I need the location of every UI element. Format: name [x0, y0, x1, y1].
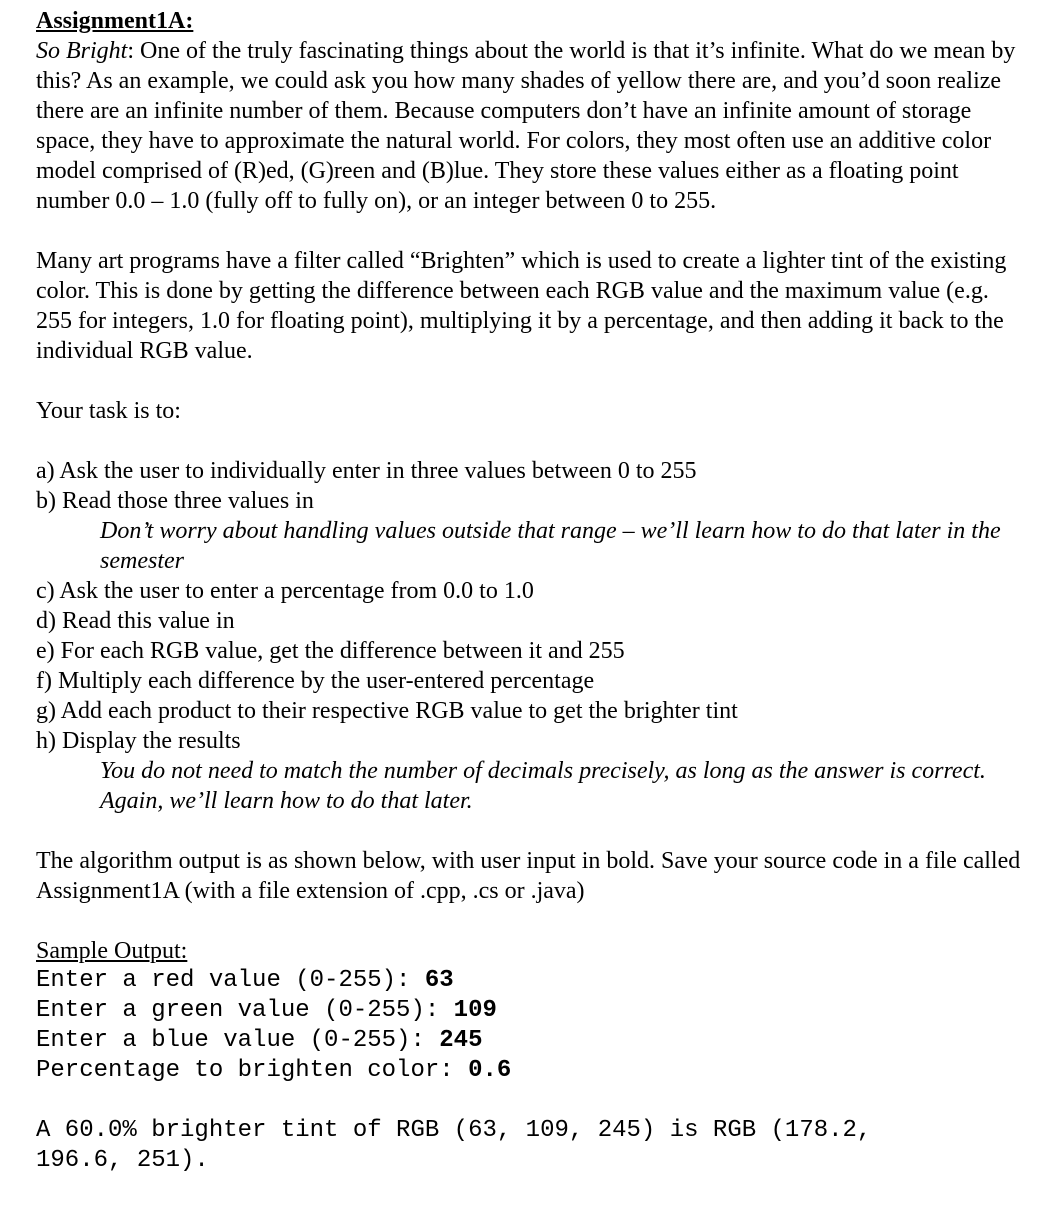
spacer: [36, 426, 1026, 456]
step-d: d) Read this value in: [36, 608, 235, 634]
user-input: 63: [424, 967, 454, 994]
assignment-document: [36, 6, 1026, 1176]
spacer: [36, 1086, 1026, 1116]
assignment-title: Assignment1A:: [36, 8, 194, 34]
sample-line-percentage: [36, 1056, 1026, 1086]
step-h: h) Display the results: [36, 728, 241, 754]
output-paragraph: The algorithm output is as shown below, with user input in bold. Save your source code in a file called Assignment1A (with a file extension of .cpp, .cs or .java): [36, 848, 1021, 904]
spacer: [36, 816, 1026, 846]
prompt-text: Percentage to brighten color:: [36, 1057, 469, 1084]
prompt-text: Enter a red value (0-255):: [36, 967, 425, 994]
prompt-text: Enter a green value (0-255):: [36, 997, 454, 1024]
task-steps: [36, 456, 1026, 816]
step-h-note: You do not need to match the number of decimals precisely, as long as the answer is correct. Again, we’ll learn how to do that later.: [100, 758, 986, 814]
user-input: 0.6: [468, 1057, 512, 1084]
sample-line-red: [36, 966, 1026, 996]
sample-output-block: [36, 966, 1026, 1176]
spacer: [36, 216, 1026, 246]
intro-lead: So Bright: [36, 38, 128, 64]
sample-result-line-2: 196.6, 251).: [36, 1147, 209, 1174]
step-e: e) For each RGB value, get the difference between it and 255: [36, 638, 625, 664]
sample-line-blue: [36, 1026, 1026, 1056]
step-b-note: Don’t worry about handling values outside that range – we’ll learn how to do that later in the semester: [100, 518, 1001, 574]
user-input: 245: [439, 1027, 483, 1054]
spacer: [36, 366, 1026, 396]
user-input: 109: [453, 997, 497, 1024]
intro-paragraph: [36, 36, 1026, 216]
prompt-text: Enter a blue value (0-255):: [36, 1027, 440, 1054]
spacer: [36, 906, 1026, 936]
step-g: g) Add each product to their respective RGB value to get the brighter tint: [36, 698, 738, 724]
step-b: b) Read those three values in: [36, 488, 314, 514]
brighten-paragraph: Many art programs have a filter called “Brighten” which is used to create a lighter tint of the existing color. This is done by getting the difference between each RGB value and the maximum value (e.g. 255 for integers, 1.0 for floating point), multiplying it by a percentage, and then adding it back to the individual RGB value.: [36, 248, 1007, 364]
step-a: a) Ask the user to individually enter in three values between 0 to 255: [36, 458, 697, 484]
sample-result-line-1: A 60.0% brighter tint of RGB (63, 109, 245) is RGB (178.2,: [36, 1117, 872, 1144]
sample-line-green: [36, 996, 1026, 1026]
task-intro: Your task is to:: [36, 398, 181, 424]
intro-text: : One of the truly fascinating things about the world is that it’s infinite. What do we mean by this? As an example, we could ask you how many shades of yellow there are, and you’d soon realize there are an infinite number of them. Because computers don’t have an infinite amount of storage space, they have to approximate the natural world. For colors, they most often use an additive color model comprised of (R)ed, (G)reen and (B)lue. They store these values either as a floating point number 0.0 – 1.0 (fully off to fully on), or an integer between 0 to 255.: [36, 38, 1016, 214]
step-c: c) Ask the user to enter a percentage from 0.0 to 1.0: [36, 578, 534, 604]
step-f: f) Multiply each difference by the user-entered percentage: [36, 668, 595, 694]
sample-output-title: Sample Output:: [36, 938, 188, 964]
